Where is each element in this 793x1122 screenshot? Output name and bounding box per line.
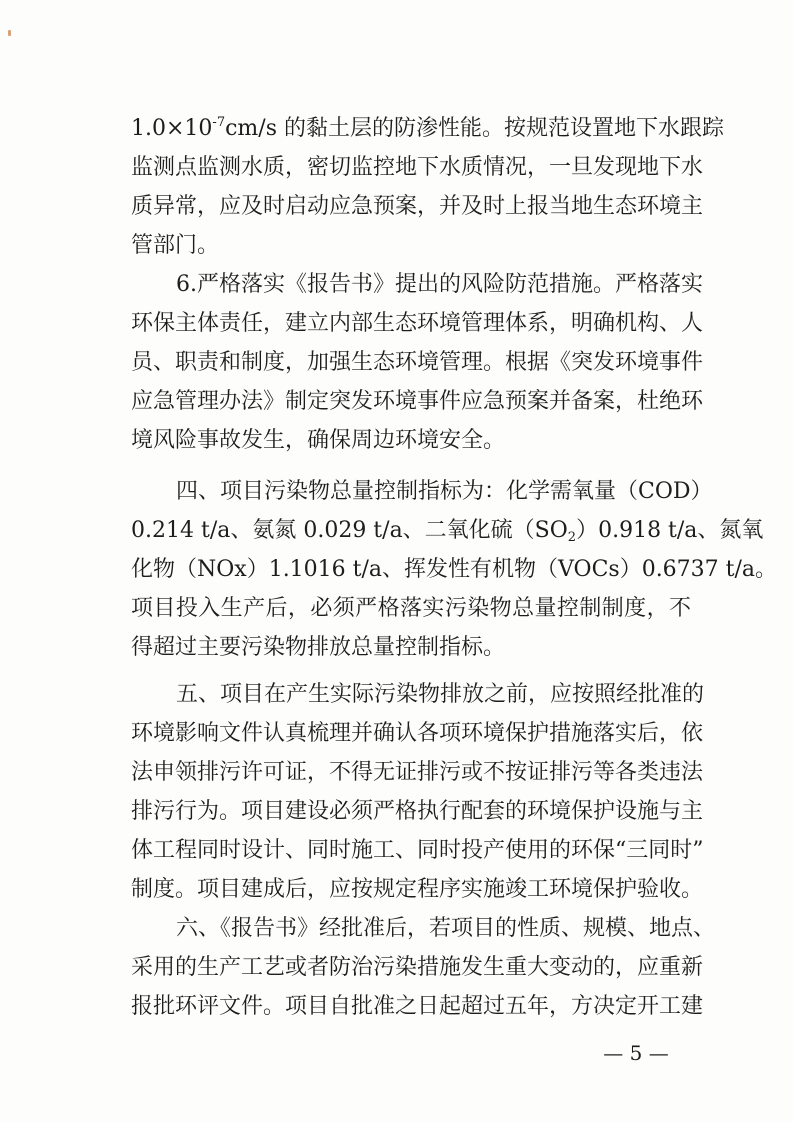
text-line: 监测点监测水质，密切监控地下水质情况，一旦发现地下水 — [131, 155, 704, 180]
text-run: cm/s 的黏土层的防渗性能。按规范设置地下水跟踪 — [225, 116, 724, 141]
text-line — [131, 516, 764, 546]
text-line: 境风险事故发生，确保周边环境安全。 — [131, 428, 506, 453]
text-line: 采用的生产工艺或者防治污染措施发生重大变动的，应重新 — [131, 955, 704, 980]
text-line: 管部门。 — [131, 233, 220, 258]
text-line: 得超过主要污染物排放总量控制指标。 — [131, 635, 506, 660]
text-line: 法申领排污许可证，不得无证排污或不按证排污等各类违法 — [131, 760, 704, 785]
text-line: 制度。项目建成后，应按规定程序实施竣工环境保护验收。 — [131, 877, 704, 902]
text-line: 员、职责和制度，加强生态环境管理。根据《突发环境事件 — [131, 350, 704, 375]
text-line: 排污行为。项目建设必须严格执行配套的环境保护设施与主 — [131, 799, 704, 824]
text-line: 环境影响文件认真梳理并确认各项环境保护措施落实后，依 — [131, 721, 704, 746]
paragraph-first-line: 6.严格落实《报告书》提出的风险防范措施。严格落实 — [176, 272, 703, 297]
text-line: 化物（NOx）1.1016 t/a、挥发性有机物（VOCs）0.6737 t/a。 — [131, 557, 778, 582]
text-line: 报批环评文件。项目自批准之日起超过五年，方决定开工建 — [131, 994, 704, 1019]
page-number: — 5 — — [603, 1041, 669, 1065]
paragraph-first-line: 六、《报告书》经批准后，若项目的性质、规模、地点、 — [176, 916, 716, 941]
subscript: 2 — [567, 530, 577, 545]
text-run: ）0.918 t/a、氮氧 — [576, 518, 764, 543]
text-line: 质异常，应及时启动应急预案，并及时上报当地生态环境主 — [131, 194, 704, 219]
paragraph-first-line: 四、项目污染物总量控制指标为：化学需氧量（COD） — [176, 479, 713, 504]
text-line: 项目投入生产后，必须严格落实污染物总量控制制度，不 — [131, 596, 691, 621]
text-run: 1.0×10 — [131, 116, 213, 141]
paragraph-first-line: 五、项目在产生实际污染物排放之前，应按照经批准的 — [176, 682, 705, 707]
scan-edge-mark — [8, 30, 11, 36]
text-line: 应急管理办法》制定突发环境事件应急预案并备案，杜绝环 — [131, 389, 704, 414]
superscript-exponent: -7 — [212, 115, 226, 130]
text-line: 环保主体责任，建立内部生态环境管理体系，明确机构、人 — [131, 311, 704, 336]
text-run: 0.214 t/a、氨氮 0.029 t/a、二氧化硫（SO — [131, 518, 568, 543]
text-line — [131, 114, 724, 144]
text-line: 体工程同时设计、同时施工、同时投产使用的环保“三同时” — [131, 838, 704, 863]
